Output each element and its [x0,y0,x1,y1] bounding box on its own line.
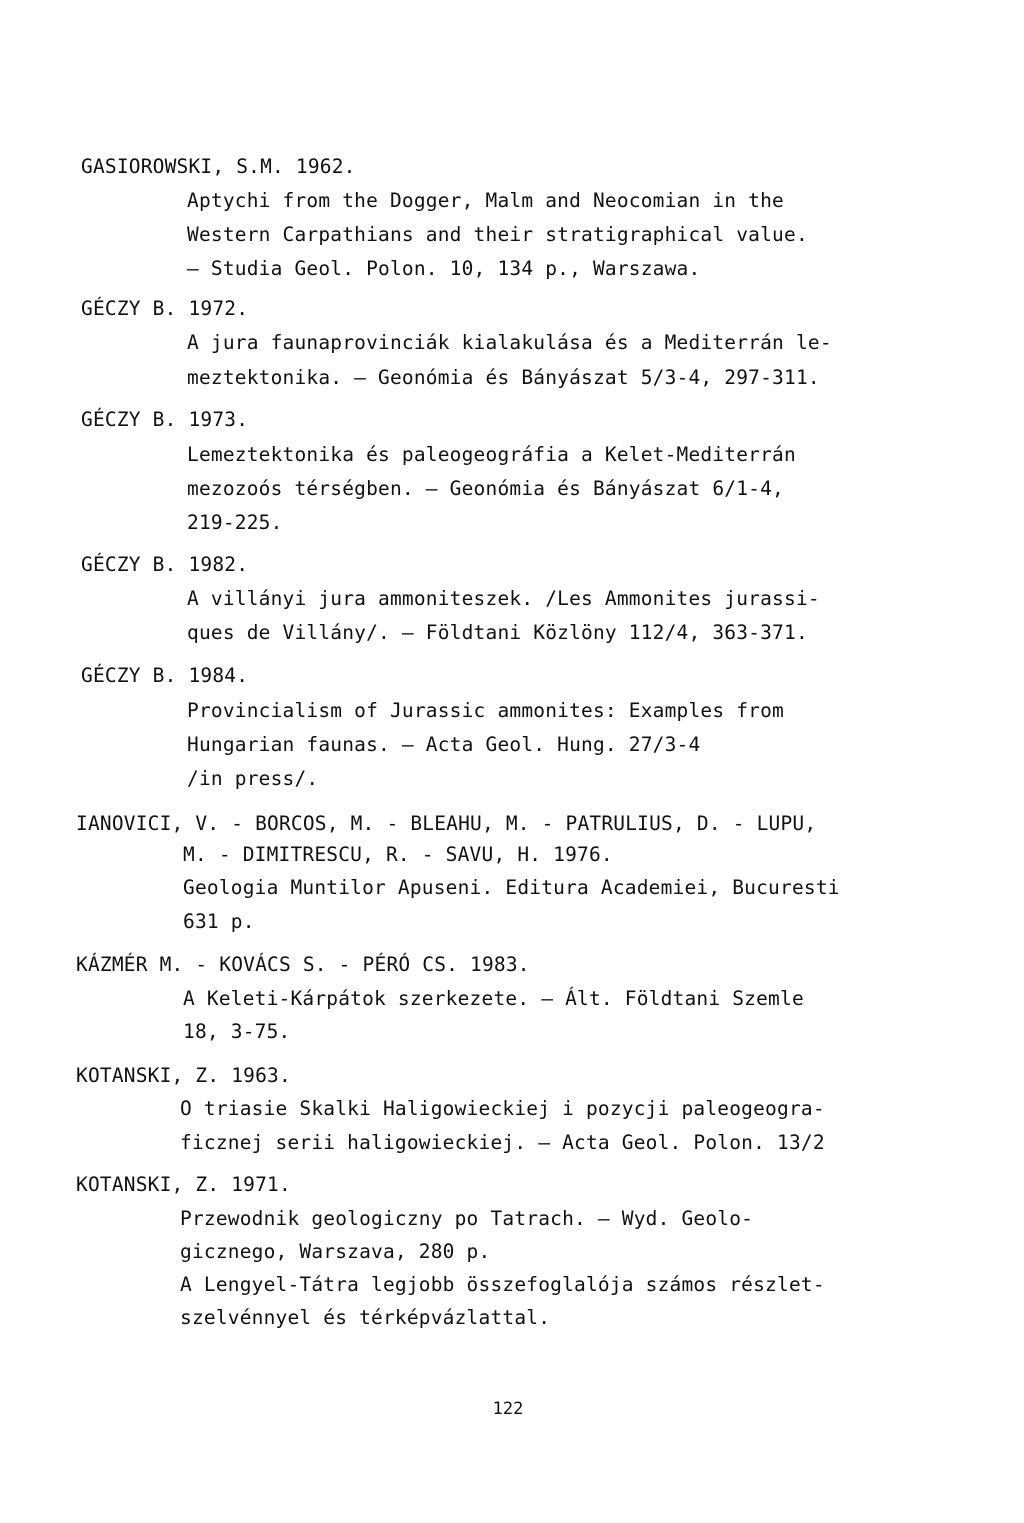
reference-heading: GÉCZY B. 1982. [81,553,249,576]
reference-line: Przewodnik geologiczny po Tatrach. — Wyd. Geolo- [180,1207,754,1230]
reference-heading: GASIOROWSKI, S.M. 1962. [81,155,356,178]
reference-line: ques de Villány/. — Földtani Közlöny 112/4, 363-371. [187,621,808,644]
reference-heading: KÁZMÉR M. - KOVÁCS S. - PÉRÓ CS. 1983. [76,953,530,976]
reference-line: gicznego, Warszava, 280 p. [180,1240,491,1263]
reference-line: Western Carpathians and their stratigraphical value. [187,223,808,246]
reference-line: 18, 3-75. [183,1020,291,1043]
reference-line: meztektonika. — Geonómia és Bányászat 5/3-4, 297-311. [187,366,820,389]
reference-line: Provincialism of Jurassic ammonites: Examples from [187,699,784,722]
reference-line: A Keleti-Kárpátok szerkezete. — Ált. Földtani Szemle [183,987,804,1010]
reference-heading: IANOVICI, V. - BORCOS, M. - BLEAHU, M. - PATRULIUS, D. - LUPU, [76,812,817,835]
reference-line: Lemeztektonika és paleogeográfia a Kelet-Mediterrán [187,443,796,466]
reference-line: szelvénnyel és térképvázlattal. [180,1306,551,1329]
reference-line: ficznej serii haligowieckiej. — Acta Geol. Polon. 13/2 [180,1131,825,1154]
reference-line: A Lengyel-Tátra legjobb összefoglalója számos részlet- [180,1273,825,1296]
reference-line: 631 p. [183,910,255,933]
reference-line: A villányi jura ammoniteszek. /Les Ammonites jurassi- [187,587,820,610]
reference-line: Geologia Muntilor Apuseni. Editura Academiei, Bucuresti [183,876,840,899]
reference-line: A jura faunaprovinciák kialakulása és a Mediterrán le- [187,331,832,354]
reference-line: — Studia Geol. Polon. 10, 134 p., Warszawa. [187,257,701,280]
reference-line: O triasie Skalki Haligowieckiej i pozycji paleogeogra- [180,1097,825,1120]
reference-line: M. - DIMITRESCU, R. - SAVU, H. 1976. [183,843,613,866]
reference-line: mezozoós térségben. — Geonómia és Bányászat 6/1-4, [187,477,784,500]
page-number: 122 [492,1399,524,1419]
reference-heading: KOTANSKI, Z. 1963. [76,1064,291,1087]
reference-line: /in press/. [187,767,319,790]
reference-heading: KOTANSKI, Z. 1971. [76,1173,291,1196]
reference-heading: GÉCZY B. 1973. [81,408,249,431]
reference-line: 219-225. [187,511,283,534]
reference-heading: GÉCZY B. 1972. [81,297,249,320]
reference-heading: GÉCZY B. 1984. [81,664,249,687]
reference-line: Hungarian faunas. — Acta Geol. Hung. 27/3-4 [187,733,701,756]
reference-line: Aptychi from the Dogger, Malm and Neocomian in the [187,189,784,212]
